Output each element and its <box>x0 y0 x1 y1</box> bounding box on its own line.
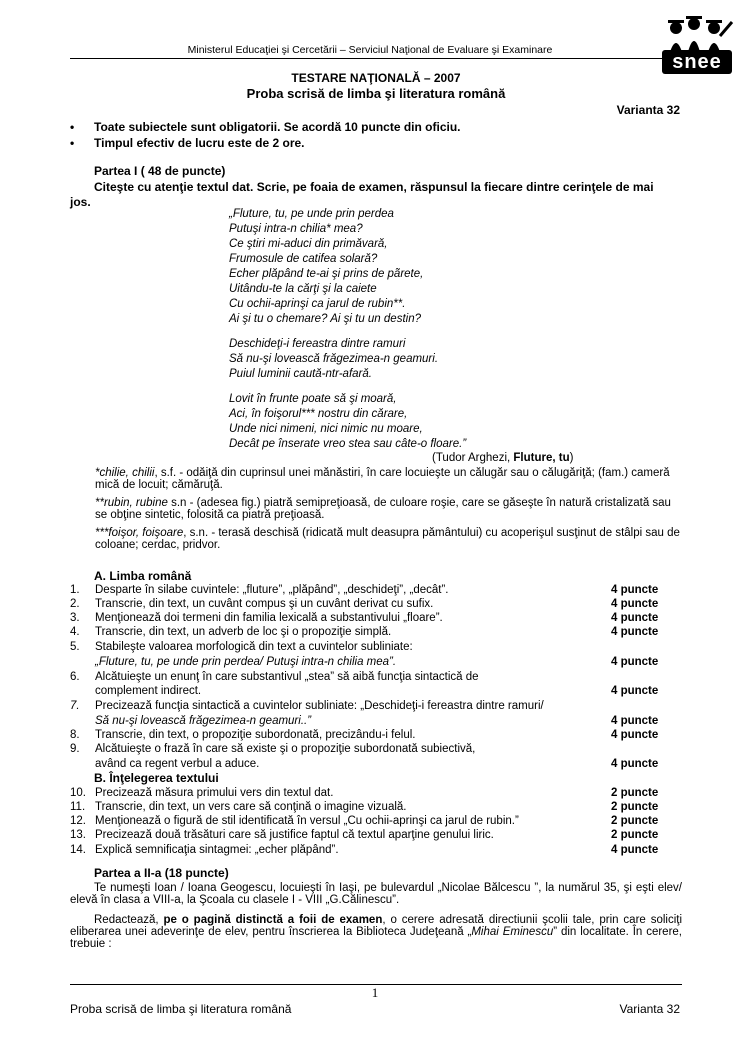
poem-line: Cu ochii-aprinşi ca jarul de rubin**. <box>229 298 406 310</box>
footnote: *chilie, chilii, s.f. - odăiţă din cuprinsul unei mănăstiri, în care locuieşte un călugăr sau o călugăriţă; (fam.) cameră mică de locuit; cămăruţă. <box>95 467 670 491</box>
poem-line: Echer plăpând te-ai şi prins de pãrete, <box>229 268 424 280</box>
poem-line: Deschideţi-i fereastra dintre ramuri <box>229 338 406 350</box>
poem-attribution: (Tudor Arghezi, Fluture, tu) <box>432 452 574 464</box>
poem-line: Lovit în frunte poate să şi moară, <box>229 393 397 405</box>
page-number: 1 <box>371 985 379 1000</box>
footer-variant: Varianta 32 <box>619 1002 680 1016</box>
part1-heading: Partea I ( 48 de puncte) <box>94 164 226 178</box>
header-ministry: Ministerul Educaţiei şi Cercetării – Serviciul Naţional de Evaluare şi Examinare <box>187 44 553 56</box>
section-b-heading: B. Înţelegerea textului <box>94 771 219 785</box>
footnote: **rubin, rubine s.n - (adesea fig.) piatră semipreţioasă, de culoare roşie, care se găseşte în natură cristalizată sau se obţine sintetic, folosită ca piatră preţioasă. <box>95 497 671 521</box>
exam-page: Ministerul Educaţiei şi Cercetării – Serviciul Naţional de Evaluare şi Examinare snee TESTARE NAŢIONALĂ – 2007 Proba scrisă de limba şi literatura română Varianta 32 • Toate subiectele sunt obligatorii. Se acordă 10 puncte din oficiu. • Timpul efectiv de lucru este de 2 ore. Partea I ( 48 de puncte) Citeşte cu atenţie textul dat. Scrie, pe foaia de examen, răspunsul la fiecare dintre cerinţele de mai jos. „Fluture, tu, pe unde prin perdea Putuşi intra-n chilia* mea? Ce ştiri mi-aduci din primăvară, Frumosule de catifea solară? Echer plăpând te-ai şi prins de pãrete, Uitându-te la cărţi şi la caiete Cu ochii-aprinşi ca jarul de rubin**. Ai şi tu o chemare? Ai şi tu un destin? Deschideţi-i fereastra dintre ramuri Să nu-şi lovească frăgezimea-n geamuri. Puiul luminii caută-ntr-afară. Lovit în frunte poate să şi moară, Aci, în foişorul*** nostru din cărare, Unde nici nimeni, nici nimic nu moare, Decât pe înserate vreo stea sau câte-o floare.” (Tudor Arghezi, Fluture, tu) *chilie, chilii, s.f. - odăiţă din cuprinsul unei mănăstiri, în care locuieşte un călugăr sau o călugăriţă; (fam.) cameră mică de locuit; cămăruţă. **rubin, rubine s.n - (adesea fig.) piatră semipreţioasă, de culoare roşie, care se găseşte în natură cristalizată sau se obţine sintetic, folosită ca piatră preţioasă. ***foişor, foişoare, s.n. - terasă deschisă (ridicată mult deasupra pământului) cu acoperişul susţinut de stâlpi sau de coloane; cerdac, pridvor. A. Limba română 1. Desparte în silabe cuvintele: „fluture”, „plăpând”, „deschideţi”, „decât”. 4 puncte 2. Transcrie, din text, un cuvânt compus şi un cuvânt derivat cu sufix. 4 puncte 3. Menţionează doi termeni din familia lexicală a substantivului „floare”. 4 puncte 4. Transcrie, din text, un adverb de loc şi o propoziţie simplă. 4 puncte 5. Stabileşte valoarea morfologică din text a cuvintelor subliniate: „Fluture, tu, pe unde prin perdea/ Putuşi intra-n chilia mea”. 4 puncte 6. Alcătuieşte un enunţ în care substantivul „stea” să aibă funcţia sintactică de complement indirect. 4 puncte 7. Precizează funcţia sintactică a cuvintelor subliniate: „Deschideţi-i fereastra dintre ramuri/ Să nu-şi lovească frăgezimea-n geamuri..” 4 puncte 8. Transcrie, din text, o propoziţie subordonată, precizându-i felul. 4 puncte 9. Alcătuieşte o frază în care să existe şi o propoziţie subordonată subiectivă, având ca regent verbul a aduce. 4 puncte B. Înţelegerea textului 10. Precizează măsura primului vers din textul dat. 2 puncte 11. Transcrie, din text, un vers care să conţină o imagine vizuală. 2 puncte 12. Menţionează o figură de stil identificată în versul „Cu ochii-aprinşi ca jarul de rubin.” 2 puncte 13. Precizează două trăsături care să justifice faptul că textul aparţine genului liric. 2 puncte 14. Explică semnificaţia sintagmei: „echer plăpând”. 4 puncte Partea a II-a (18 puncte) Te numeşti Ioan / Ioana Geogescu, locuieşti în Iaşi, pe bulevardul „Nicolae Bălcescu ”, la numărul 35, şi eşti elev/ elevă în clasa a VIII-a, la Şcoala cu clasele I - VIII „G.Călinescu”. Redactează, pe o pagină distinctă a foii de examen, o cerere adresată directiunii şcolii tale, prin care soliciţi eliberarea unei adeverinţe de elev, pentru înscrierea la Biblioteca Judeţeană „Mihai Eminescu” din localitate. În cerere, trebuie : 1 Proba scrisă de limba şi literatura română Varianta 32 <box>0 0 750 1061</box>
snee-logo <box>662 14 746 76</box>
part1-instruction-end: jos. <box>70 195 91 209</box>
section-a-heading: A. Limba română <box>94 569 192 583</box>
part2-heading: Partea a II-a (18 puncte) <box>94 866 229 880</box>
poem-line: Uitându-te la cărţi şi la caiete <box>229 283 377 295</box>
header-divider <box>70 58 682 59</box>
exam-title: TESTARE NAŢIONALĂ – 2007 <box>291 71 461 85</box>
variant-label: Varianta 32 <box>616 103 680 117</box>
poem-line: Decât pe înserate vreo stea sau câte-o floare.” <box>229 438 467 450</box>
part2-task: Redactează, pe o pagină distinctă a foii de examen, o cerere adresată directiunii şcolii tale, prin care soliciţi eliberarea unei adeverinţe de elev, pentru înscrierea la Biblioteca Judeţeană „Mihai Eminescu” din localitate. În cerere, trebuie : <box>70 914 683 950</box>
footer-title: Proba scrisă de limba şi literatura română <box>70 1002 292 1016</box>
poem-line: Putuşi intra-n chilia* mea? <box>229 223 363 235</box>
bullet-icon: • <box>70 120 75 134</box>
poem-line: „Fluture, tu, pe unde prin perdea <box>229 208 394 220</box>
poem-line: Aci, în foişorul*** nostru din cărare, <box>229 408 408 420</box>
footnote: ***foişor, foişoare, s.n. - terasă deschisă (ridicată mult deasupra pământului) cu acoperişul susţinut de stâlpi sau de coloane; cerdac, pridvor. <box>95 527 680 551</box>
poem-line: Unde nici nimeni, nici nimic nu moare, <box>229 423 423 435</box>
poem-line: Ai şi tu o chemare? Ai şi tu un destin? <box>229 313 421 325</box>
bullet-icon: • <box>70 136 75 150</box>
part2-context: Te numeşti Ioan / Ioana Geogescu, locuieşti în Iaşi, pe bulevardul „Nicolae Bălcescu ”, la numărul 35, şi eşti elev/ elevă în clasa a VIII-a, la Şcoala cu clasele I - VIII „G.Călinescu”. <box>70 882 682 906</box>
part1-instruction: Citeşte cu atenţie textul dat. Scrie, pe foaia de examen, răspunsul la fiecare dintre cerinţele de mai <box>94 180 654 194</box>
poem-line: Puiul luminii caută-ntr-afară. <box>229 368 372 380</box>
poem-line: Ce ştiri mi-aduci din primăvară, <box>229 238 388 250</box>
exam-subtitle: Proba scrisă de limba şi literatura română <box>246 86 506 101</box>
graduates-icon <box>662 14 746 54</box>
logo-wordmark: snee <box>662 50 732 74</box>
poem-line: Frumosule de catifea solară? <box>229 253 378 265</box>
poem-line: Să nu-şi lovească frăgezimea-n geamuri. <box>229 353 439 365</box>
